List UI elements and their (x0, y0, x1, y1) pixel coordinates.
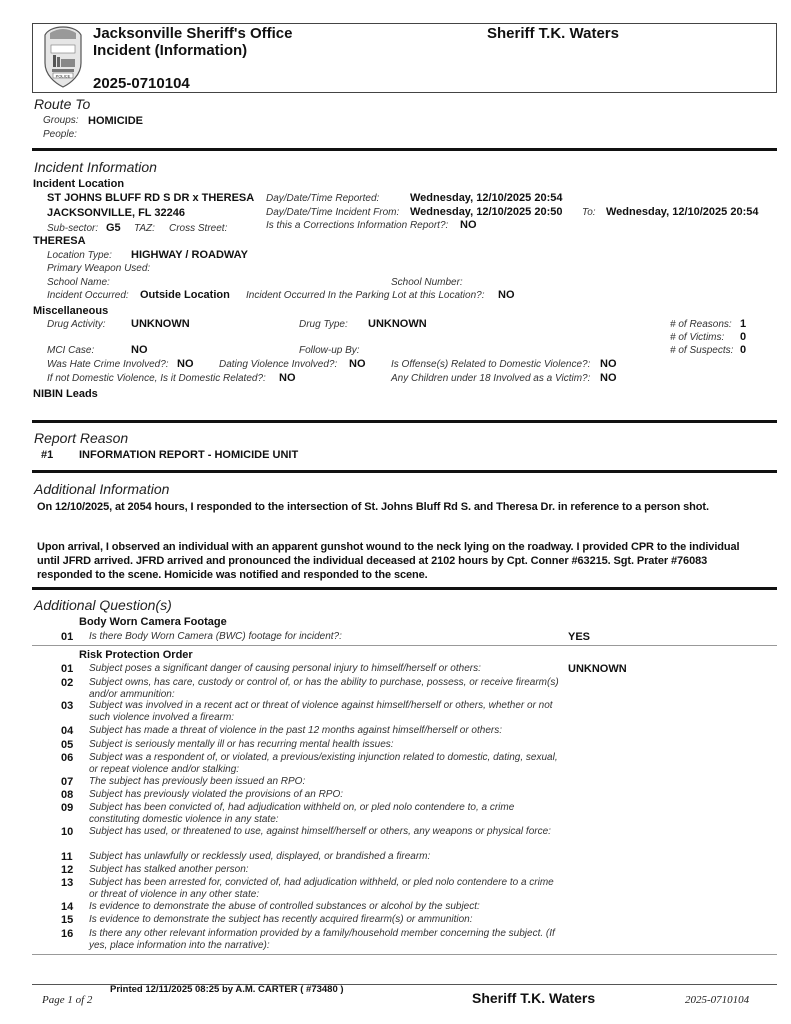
question-number: 05 (61, 739, 74, 751)
groups-label: Groups: (43, 115, 79, 126)
question-number: 10 (61, 826, 74, 838)
mci-label: MCI Case: (47, 345, 95, 356)
report-type: Incident (Information) (93, 42, 248, 59)
footer-sheriff: Sheriff T.K. Waters (472, 990, 596, 1006)
occurred-label: Incident Occurred: (47, 290, 129, 301)
question-text: Subject has stalked another person: (89, 864, 249, 875)
incident-information-title: Incident Information (34, 159, 157, 175)
question-number: 09 (61, 802, 74, 814)
additional-questions-title: Additional Question(s) (34, 597, 172, 613)
question-text: The subject has previously been issued an RPO: (89, 776, 306, 787)
question-number: 02 (61, 677, 74, 689)
section-divider (32, 587, 777, 590)
address-line1: ST JOHNS BLUFF RD S DR x THERESA (47, 192, 255, 204)
rpo-heading: Risk Protection Order (79, 649, 193, 661)
suspects-value: 0 (740, 344, 747, 356)
miscellaneous-heading: Miscellaneous (33, 305, 109, 317)
footer-case-number: 2025-0710104 (685, 994, 750, 1006)
question-text: Subject was involved in a recent act or threat of violence against himself/herself or others, whether or not such violence involved a firearm: (89, 700, 553, 723)
reason-text: INFORMATION REPORT - HOMICIDE UNIT (79, 449, 299, 461)
page-indicator: Page 1 of 2 (42, 994, 93, 1006)
mci-value: NO (131, 344, 148, 356)
question-text: Subject has previously violated the provisions of an RPO: (89, 789, 344, 800)
reported-value: Wednesday, 12/10/2025 20:54 (410, 192, 563, 204)
questions-end-divider (32, 954, 777, 955)
domestic-related-label: If not Domestic Violence, Is it Domestic Related?: (47, 373, 266, 384)
incident-from-value: Wednesday, 12/10/2025 20:50 (410, 206, 563, 218)
question-text: Is there Body Worn Camera (BWC) footage for incident?: (89, 631, 342, 642)
question-number: 03 (61, 700, 74, 712)
parking-lot-label: Incident Occurred In the Parking Lot at this Location?: (246, 290, 485, 301)
question-number: 12 (61, 864, 74, 876)
occurred-value: Outside Location (140, 289, 230, 301)
narrative-paragraph-1: On 12/10/2025, at 2054 hours, I responded to the intersection of St. Johns Bluff Rd S. and Theresa Dr. in reference to a person shot. (37, 501, 709, 513)
children-label: Any Children under 18 Involved as a Victim?: (391, 373, 591, 384)
school-number-label: School Number: (391, 277, 463, 288)
organization-name: Jacksonville Sheriff's Office (93, 25, 293, 42)
children-value: NO (600, 372, 617, 384)
suspects-label: # of Suspects: (670, 345, 734, 356)
school-name-label: School Name: (47, 277, 110, 288)
question-number: 14 (61, 901, 74, 913)
question-text: Subject has used, or threatened to use, against himself/herself or others, any weapons or physical force: (89, 826, 551, 837)
svg-text:POLICE: POLICE (55, 73, 71, 79)
reasons-label: # of Reasons: (670, 319, 732, 330)
drug-activity-label: Drug Activity: (47, 319, 106, 330)
domestic-related-value: NO (279, 372, 296, 384)
parking-lot-value: NO (498, 289, 515, 301)
followup-label: Follow-up By: (299, 345, 360, 356)
section-divider (32, 470, 777, 473)
subsector-label: Sub-sector: (47, 223, 99, 234)
hate-crime-label: Was Hate Crime Involved?: (47, 359, 169, 370)
question-number: 08 (61, 789, 74, 801)
incident-to-label: To: (582, 207, 596, 218)
address-line2: JACKSONVILLE, FL 32246 (47, 207, 185, 219)
reported-label: Day/Date/Time Reported: (266, 193, 380, 204)
people-label: People: (43, 129, 77, 140)
hate-crime-value: NO (177, 358, 194, 370)
drug-type-value: UNKNOWN (368, 318, 427, 330)
question-text: Is there any other relevant information provided by a family/household member concerning the subject. (If yes, place information into the narrative): (89, 928, 555, 951)
incident-to-value: Wednesday, 12/10/2025 20:54 (606, 206, 759, 218)
route-to-title: Route To (34, 96, 91, 112)
dv-offense-label: Is Offense(s) Related to Domestic Violence?: (391, 359, 591, 370)
dv-offense-value: NO (600, 358, 617, 370)
question-number: 04 (61, 725, 74, 737)
victims-label: # of Victims: (670, 332, 725, 343)
question-text: Is evidence to demonstrate the subject has recently acquired firearm(s) or ammunition: (89, 914, 473, 925)
question-text: Is evidence to demonstrate the abuse of controlled substances or alcohol by the subject: (89, 901, 480, 912)
subsector-value: G5 (106, 222, 121, 234)
question-group-divider (32, 645, 777, 646)
section-divider (32, 148, 777, 151)
dating-violence-value: NO (349, 358, 366, 370)
question-text: Subject has been arrested for, convicted of, had adjudication withheld, or pled nolo contendere to a crime or threat of violence in any other state: (89, 877, 554, 900)
groups-value: HOMICIDE (88, 115, 143, 127)
incident-from-label: Day/Date/Time Incident From: (266, 207, 400, 218)
taz-label: TAZ: (134, 223, 155, 234)
question-answer: YES (568, 631, 591, 643)
question-number: 15 (61, 914, 74, 926)
question-number: 16 (61, 928, 74, 940)
weapon-label: Primary Weapon Used: (47, 263, 151, 274)
question-number: 01 (61, 631, 74, 643)
police-badge-icon (41, 25, 85, 89)
location-type-value: HIGHWAY / ROADWAY (131, 249, 248, 261)
narrative-paragraph-2: Upon arrival, I observed an individual with an apparent gunshot wound to the neck lying on the roadway. I provided CPR to the individual until JFRD arrived. JFRD arrived and pronounced the individual deceased at 2102 hours by Cpt. Conner #63215. Sgt. Prater #76083 responded to the scene. Homicide was notified and responded to the scene. (37, 541, 740, 581)
question-text: Subject has been convicted of, had adjudication withheld on, or pled nolo contendere to, a crime constituting domestic violence in any state: (89, 802, 515, 825)
printed-by: Printed 12/11/2025 08:25 by A.M. CARTER ( #73480 ) (110, 984, 344, 995)
bwc-heading: Body Worn Camera Footage (79, 616, 227, 628)
question-text: Subject poses a significant danger of causing personal injury to himself/herself or others: (89, 663, 481, 674)
incident-location-heading: Incident Location (33, 178, 125, 190)
question-text: Subject has unlawfully or recklessly used, displayed, or brandished a firearm: (89, 851, 431, 862)
question-number: 07 (61, 776, 74, 788)
corrections-value: NO (460, 219, 477, 231)
case-number: 2025-0710104 (93, 75, 190, 92)
section-divider (32, 420, 777, 423)
victims-value: 0 (740, 331, 747, 343)
sheriff-name: Sheriff T.K. Waters (487, 25, 619, 42)
question-number: 11 (61, 851, 73, 863)
location-type-label: Location Type: (47, 250, 112, 261)
question-text: Subject is seriously mentally ill or has recurring mental health issues: (89, 739, 394, 750)
drug-type-label: Drug Type: (299, 319, 348, 330)
question-answer: UNKNOWN (568, 663, 627, 675)
question-text: Subject owns, has care, custody or control of, or has the ability to purchase, possess, or receive firearm(s) and/or ammunition: (89, 677, 559, 700)
cross-street-label: Cross Street: (169, 223, 228, 234)
report-reason-title: Report Reason (34, 430, 129, 446)
reasons-value: 1 (740, 318, 747, 330)
question-number: 13 (61, 877, 74, 889)
corrections-label: Is this a Corrections Information Report?: (266, 220, 449, 231)
question-text: Subject has made a threat of violence in the past 12 months against himself/herself or others: (89, 725, 503, 736)
cross-street-value: THERESA (33, 235, 86, 247)
reason-number: #1 (41, 449, 54, 461)
nibin-leads-heading: NIBIN Leads (33, 388, 98, 400)
question-number: 06 (61, 752, 74, 764)
additional-information-title: Additional Information (34, 481, 170, 497)
question-text: Subject was a respondent of, or violated, a previous/existing injunction related to domestic, dating, sexual, or repeat violence and/or stalking: (89, 752, 558, 775)
dating-violence-label: Dating Violence Involved?: (219, 359, 338, 370)
drug-activity-value: UNKNOWN (131, 318, 190, 330)
question-number: 01 (61, 663, 74, 675)
